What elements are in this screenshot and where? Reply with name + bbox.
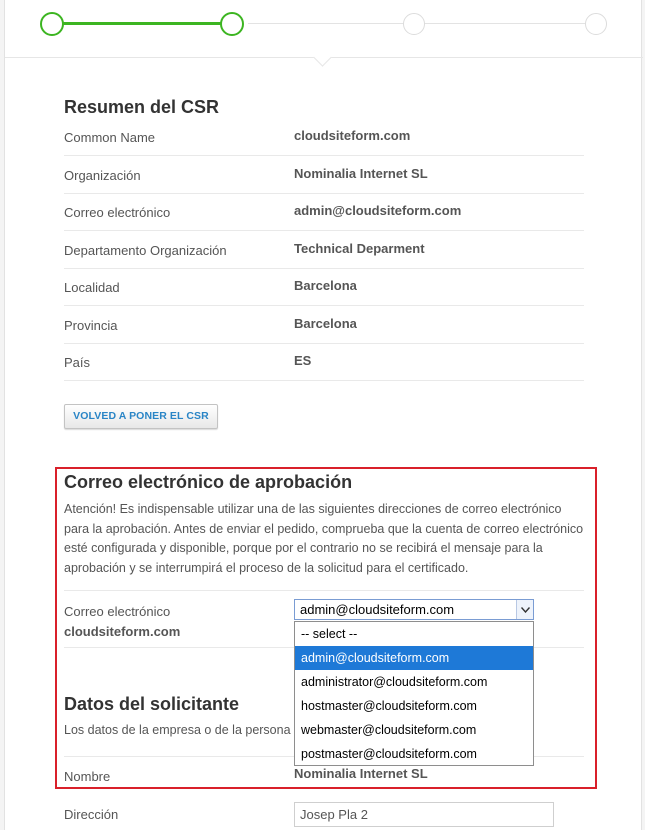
stepper-pointer: [313, 48, 331, 66]
summary-label: Common Name: [64, 130, 156, 145]
summary-row-common-name: [64, 118, 584, 156]
approval-notice: Atención! Es indispensable utilizar una de las siguientes direcciones de correo electrónico para la aprobación. Antes de enviar el pedido, comprueba que la cuenta de correo electrónico esté configurada y disponible, porque por el contrario no se recibirá el mensaje para la aprobación y se interrumpirá el proceso de la solicitud para el certificado.: [64, 502, 584, 575]
progress-stepper: [5, 0, 643, 58]
step-4-indicator: [585, 13, 607, 35]
stepper-line-completed: [63, 22, 223, 25]
step-3-indicator: [403, 13, 425, 35]
summary-value: ES: [294, 353, 312, 368]
approval-email-select[interactable]: [294, 599, 534, 620]
summary-value: Nominalia Internet SL: [294, 166, 428, 181]
summary-row-province: [64, 306, 584, 344]
step-1-indicator: [40, 12, 64, 36]
order-card: [4, 0, 642, 830]
applicant-name-value: Nominalia Internet SL: [294, 766, 428, 781]
summary-label: Departamento Organización: [64, 243, 227, 258]
summary-label: País: [64, 355, 91, 370]
summary-row-country: [64, 343, 584, 381]
option-administrator[interactable]: administrator@cloudsiteform.com: [301, 675, 488, 689]
option-admin[interactable]: admin@cloudsiteform.com: [295, 646, 533, 670]
summary-row-organization: [64, 156, 584, 194]
summary-value: Barcelona: [294, 278, 357, 293]
divider: [64, 590, 584, 591]
summary-row-department: [64, 231, 584, 269]
applicant-name-label: Nombre: [64, 769, 111, 784]
select-current-value: admin@cloudsiteform.com: [300, 602, 455, 617]
approval-domain: cloudsiteform.com: [64, 624, 181, 639]
approval-email-options: [294, 621, 534, 766]
applicant-description: Los datos de la empresa o de la persona: [64, 723, 291, 737]
summary-value: cloudsiteform.com: [294, 128, 411, 143]
applicant-address-label: Dirección: [64, 807, 119, 822]
csr-summary-title: Resumen del CSR: [64, 97, 220, 117]
summary-value: admin@cloudsiteform.com: [294, 203, 462, 218]
option-select-placeholder[interactable]: -- select --: [301, 627, 358, 641]
option-postmaster[interactable]: postmaster@cloudsiteform.com: [301, 747, 477, 761]
summary-label: Provincia: [64, 318, 118, 333]
approval-email-label: Correo electrónico: [64, 604, 171, 619]
summary-label: Localidad: [64, 280, 120, 295]
option-webmaster[interactable]: webmaster@cloudsiteform.com: [301, 723, 477, 737]
chevron-down-icon[interactable]: [516, 600, 533, 619]
back-to-csr-button[interactable]: VOLVED A PONER EL CSR: [64, 404, 218, 429]
step-2-indicator: [220, 12, 244, 36]
option-hostmaster[interactable]: hostmaster@cloudsiteform.com: [301, 699, 477, 713]
summary-row-email: [64, 193, 584, 231]
summary-value: Technical Deparment: [294, 241, 425, 256]
address-input[interactable]: [294, 802, 554, 827]
summary-label: Correo electrónico: [64, 205, 171, 220]
applicant-title: Datos del solicitante: [64, 694, 240, 714]
summary-label: Organización: [64, 168, 141, 183]
approval-email-title: Correo electrónico de aprobación: [64, 472, 353, 492]
summary-value: Barcelona: [294, 316, 357, 331]
summary-row-locality: [64, 268, 584, 306]
